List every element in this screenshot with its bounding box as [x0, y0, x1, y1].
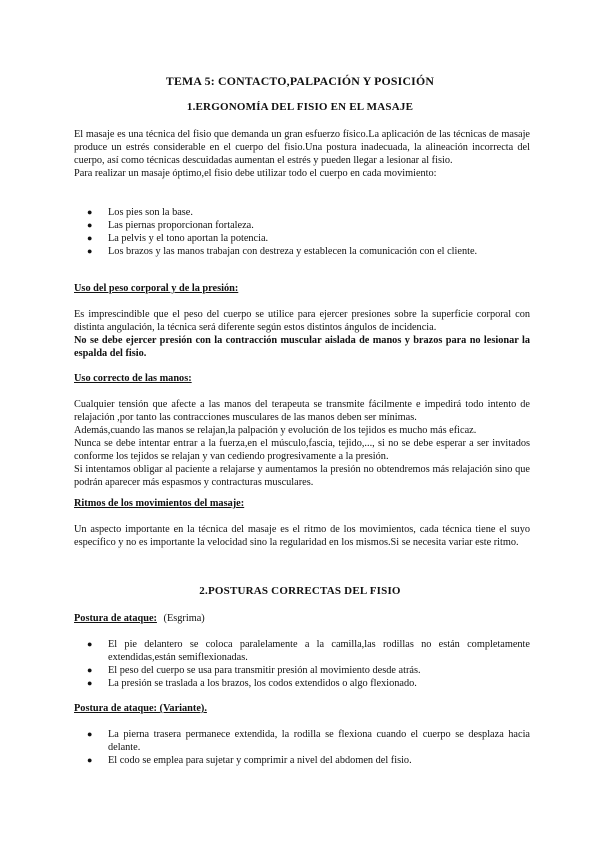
- paragraph: Es imprescindible que el peso del cuerpo se utilice para ejercer presiones sobre la superficie corporal con distinta angulación, la técnica será diferente según estos distintos ángulos de incidencia.: [74, 309, 530, 333]
- peso-body: [74, 308, 530, 360]
- list-item: ● El codo se emplea para sujetar y comprimir a nivel del abdomen del fisio.: [87, 755, 412, 766]
- subheading: Postura de ataque:: [74, 613, 157, 624]
- bullet-icon: ●: [87, 665, 93, 675]
- subheading: Postura de ataque: (Variante).: [74, 703, 207, 714]
- paragraph: Cualquier tensión que afecte a las manos del terapeuta se transmite fácilmente e impedirá todo intento de relajación ,por tanto las contracciones musculares de las manos deben ser mínimas.: [74, 399, 530, 423]
- variante-subheading: [74, 702, 530, 715]
- section-1-intro: [74, 128, 530, 180]
- bullet-icon: ●: [87, 639, 93, 649]
- subheading-note: (Esgrima): [163, 613, 205, 624]
- list-item: ● El peso del cuerpo se usa para transmitir presión al movimiento desde atrás.: [87, 665, 421, 676]
- document-title: TEMA 5: CONTACTO,PALPACIÓN Y POSICIÓN: [165, 74, 435, 88]
- bullet-icon: ●: [87, 729, 93, 739]
- ritmos-body: [74, 523, 530, 549]
- list-item: ● La pierna trasera permanece extendida, la rodilla se flexiona cuando el cuerpo se desplaza hacia delante.: [87, 729, 530, 753]
- paragraph: Si intentamos obligar al paciente a relajarse y aumentamos la presión no obtendremos más relajación sino que podrán aparecer más espasmos y contracturas musculares.: [74, 464, 530, 488]
- list-item: ● La pelvis y el tono aportan la potencia.: [87, 233, 269, 244]
- manos-body: [74, 398, 530, 489]
- subheading: Uso correcto de las manos:: [74, 373, 192, 384]
- body-parts-list: [74, 206, 530, 258]
- bullet-icon: ●: [87, 246, 93, 256]
- list-item: ● La presión se traslada a los brazos, los codos extendidos o algo flexionado.: [87, 678, 417, 689]
- list-item: ● El pie delantero se coloca paralelamente a la camilla,las rodillas no están completamente extendidas,están semiflexionadas.: [87, 639, 530, 663]
- peso-subheading: [74, 282, 530, 295]
- subheading: Uso del peso corporal y de la presión:: [74, 283, 239, 294]
- manos-subheading: [74, 372, 530, 385]
- intro-paragraph: Para realizar un masaje óptimo,el fisio debe utilizar todo el cuerpo en cada movimiento:: [74, 168, 437, 179]
- bullet-icon: ●: [87, 220, 93, 230]
- intro-paragraph: El masaje es una técnica del fisio que demanda un gran esfuerzo físico.La aplicación de las técnicas de masaje produce un estrés considerable en el cuerpo del fisio.Una postura inadecuada, la alineación incorrecta del cuerpo, así como técnicas descuidadas aumentan el estrés y pueden llegar a lesionar al fisio.: [74, 129, 530, 166]
- bullet-icon: ●: [87, 233, 93, 243]
- variante-list: [74, 728, 530, 767]
- bullet-icon: ●: [87, 678, 93, 688]
- subheading: Ritmos de los movimientos del masaje:: [74, 498, 245, 509]
- list-item: ● Los pies son la base.: [87, 207, 193, 218]
- section-1-heading: 1.ERGONOMÍA DEL FISIO EN EL MASAJE: [186, 101, 414, 113]
- paragraph: Un aspecto importante en la técnica del masaje es el ritmo de los movimientos, cada técnica tiene el suyo específico y no es importante la velocidad sino la regularidad en los mismos.Si se necesita variar este ritmo.: [74, 524, 530, 548]
- paragraph: Además,cuando las manos se relajan,la palpación y evolución de los tejidos es mucho más eficaz.: [74, 425, 477, 436]
- bullet-icon: ●: [87, 755, 93, 765]
- ataque-list: [74, 638, 530, 690]
- bold-warning: No se debe ejercer presión con la contracción muscular aislada de manos y brazos para no lesionar la espalda del fisio.: [74, 335, 530, 359]
- list-item: ● Los brazos y las manos trabajan con destreza y establecen la comunicación con el cliente.: [87, 246, 478, 257]
- bullet-icon: ●: [87, 207, 93, 217]
- section-2-heading: 2.POSTURAS CORRECTAS DEL FISIO: [199, 585, 401, 597]
- ataque-subheading: [74, 612, 530, 625]
- ritmos-subheading: [74, 497, 530, 510]
- list-item: ● Las piernas proporcionan fortaleza.: [87, 220, 254, 231]
- paragraph: Nunca se debe intentar entrar a la fuerza,en el músculo,fascia, tejido,..., si no se debe esperar a ser invitados conforme los tejidos se relajan y van cediendo progresivamente a la presión.: [74, 438, 530, 462]
